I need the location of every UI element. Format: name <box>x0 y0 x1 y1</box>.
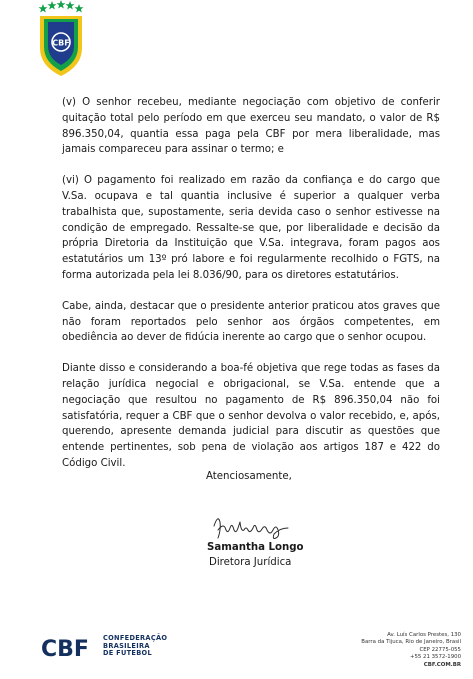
footer-org-line: DE FUTEBOL <box>103 649 152 658</box>
footer-org-name <box>103 635 167 658</box>
footer-address-line: Barra da Tijuca, Rio de Janeiro, Brasil <box>361 639 461 646</box>
paragraph-v: (v) O senhor recebeu, mediante negociação com objetivo de conferir quitação total pelo período em que exerceu seu mandato, o valor de R$ 896.350,04, quantia essa paga pela CBF por mera liberalidade, mas jamais compareceu para assinar o termo; e <box>62 97 440 156</box>
crest-stars <box>39 0 84 13</box>
crest-lettering: CBF <box>52 38 70 48</box>
footer-org-line: CONFEDERAÇÃO <box>103 634 168 642</box>
footer-address-line: CEP 22775-055 <box>419 646 461 653</box>
letter-body <box>62 95 440 487</box>
signer-role: Diretora Jurídica <box>209 557 292 568</box>
footer-address-line: Av. Luís Carlos Prestes, 130 <box>387 632 461 638</box>
footer-org-line: BRASILEIRA <box>103 641 150 650</box>
footer-logo-lettering: CBF <box>41 637 89 662</box>
footer-address-line: +55 21 3572-1900 <box>409 654 461 661</box>
paragraph-president: Cabe, ainda, destacar que o presidente anterior praticou atos graves que não foram reportados pelo senhor aos órgãos competentes, em obediência ao dever de fidúcia inerente ao cargo que o senhor ocupou. <box>62 300 440 344</box>
paragraph-vi: (vi) O pagamento foi realizado em razão da confiança e do cargo que V.Sa. ocupava e tal quantia inclusive é superior a qualquer verba trabalhista que, supostamente, seria devida caso o senhor estivesse na condição de empregado. Ressalte-se que, por liberalidade e decisão da própria Diretoria da Instituição que V.Sa. integrava, foram pagos aos estatutários um 13º pró labore e foi regularmente recolhido o FGTS, na forma autorizada pela lei 8.036/90, para os diretores estatutários. <box>62 175 440 281</box>
cbf-footer-logo <box>41 634 93 662</box>
cbf-crest-logo <box>36 0 86 78</box>
footer-website-link[interactable]: CBF.COM.BR <box>423 661 461 668</box>
footer-address <box>361 632 461 669</box>
signer-name: Samantha Longo <box>207 542 304 553</box>
closing-salutation: Atenciosamente, <box>206 471 292 482</box>
handwritten-signature <box>210 508 296 544</box>
paragraph-request: Diante disso e considerando a boa-fé objetiva que rege todas as fases da relação jurídica negocial e obrigacional, se V.Sa. entende que a negociação que resultou no pagamento de R$ 896.350,04 não foi satisfatória, requer a CBF que o senhor devolva o valor recebido, e, após, querendo, apresente demanda judicial para discutir as questões que entende pertinentes, sob pena de violação aos artigos 187 e 422 do Código Civil. <box>62 363 440 469</box>
